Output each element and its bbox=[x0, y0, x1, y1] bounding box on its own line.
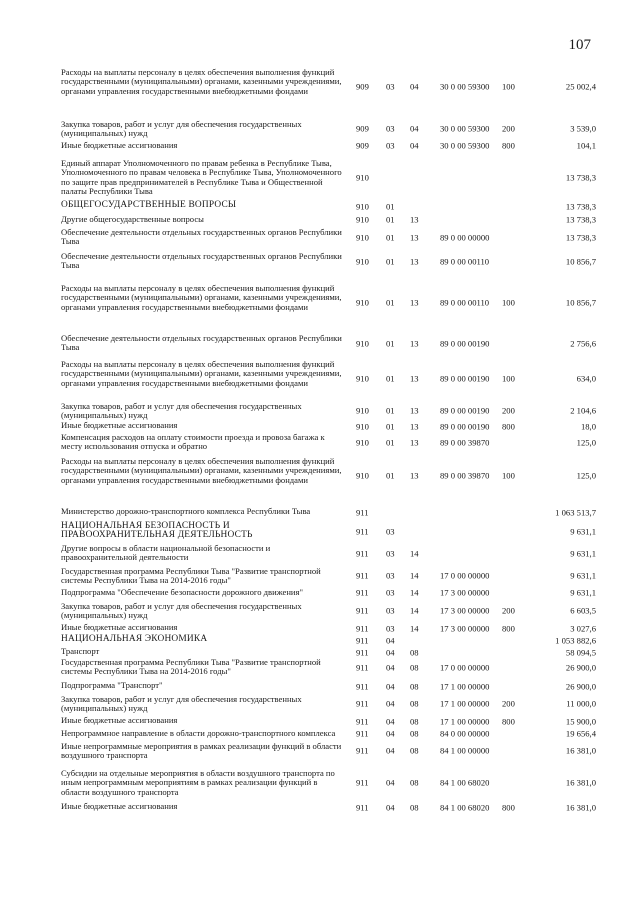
table-row bbox=[0, 522, 640, 542]
target-article-code: 84 1 00 68020 bbox=[440, 801, 490, 812]
subsection-code: 04 bbox=[410, 123, 419, 134]
section-code: 01 bbox=[386, 470, 395, 481]
row-name: Обеспечение деятельности отдельных государственных органов Республики Тыва bbox=[61, 227, 342, 247]
table-row bbox=[0, 457, 640, 495]
amount: 9 631,1 bbox=[570, 548, 596, 559]
ministry-code: 910 bbox=[356, 201, 369, 212]
table-row bbox=[0, 716, 640, 727]
section-code: 03 bbox=[386, 123, 395, 134]
ministry-code: 909 bbox=[356, 123, 369, 134]
table-row bbox=[0, 695, 640, 713]
amount: 13 738,3 bbox=[565, 201, 596, 212]
table-row bbox=[0, 284, 640, 322]
subsection-code: 13 bbox=[410, 373, 419, 384]
subsection-code: 13 bbox=[410, 256, 419, 267]
target-article-code: 89 0 00 39870 bbox=[440, 437, 490, 448]
section-code: 04 bbox=[386, 662, 395, 673]
section-code: 03 bbox=[386, 526, 395, 537]
ministry-code: 911 bbox=[356, 680, 369, 691]
amount: 3 539,0 bbox=[570, 123, 596, 134]
section-code: 03 bbox=[386, 605, 395, 616]
table-row bbox=[0, 402, 640, 420]
target-article-code: 84 1 00 00000 bbox=[440, 745, 490, 756]
ministry-code: 911 bbox=[356, 623, 369, 634]
page-number: 107 bbox=[568, 37, 591, 53]
table-row bbox=[0, 421, 640, 432]
ministry-code: 911 bbox=[356, 605, 369, 616]
amount: 25 002,4 bbox=[565, 81, 596, 92]
amount: 10 856,7 bbox=[565, 297, 596, 308]
amount: 15 900,0 bbox=[565, 715, 596, 726]
expense-type-code: 100 bbox=[502, 470, 515, 481]
section-code: 01 bbox=[386, 437, 395, 448]
target-article-code: 89 0 00 00190 bbox=[440, 420, 490, 431]
ministry-code: 910 bbox=[356, 214, 369, 225]
row-name: Расходы на выплаты персоналу в целях обеспечения выполнения функций государственными (муниципальными) органами, казенными учреждениями, органами управления государственными внебюджетными фондами bbox=[61, 456, 342, 485]
section-code: 03 bbox=[386, 140, 395, 151]
section-code: 03 bbox=[386, 548, 395, 559]
amount: 16 381,0 bbox=[565, 745, 596, 756]
section-code: 01 bbox=[386, 201, 395, 212]
target-article-code: 89 0 00 00190 bbox=[440, 338, 490, 349]
section-code: 04 bbox=[386, 777, 395, 788]
expense-type-code: 100 bbox=[502, 81, 515, 92]
ministry-code: 911 bbox=[356, 662, 369, 673]
section-code: 03 bbox=[386, 587, 395, 598]
ministry-code: 911 bbox=[356, 635, 369, 646]
row-name: НАЦИОНАЛЬНАЯ ЭКОНОМИКА bbox=[61, 634, 208, 644]
row-name: Государственная программа Республики Тыва "Развитие транспортной системы Республики Тыва на 2014-2016 годы" bbox=[61, 657, 321, 677]
table-row bbox=[0, 68, 640, 106]
expense-type-code: 200 bbox=[502, 405, 515, 416]
row-name: Закупка товаров, работ и услуг для обеспечения государственных (муниципальных) нужд bbox=[61, 401, 302, 421]
row-name: Иные бюджетные ассигнования bbox=[61, 622, 178, 632]
target-article-code: 17 3 00 00000 bbox=[440, 587, 490, 598]
table-row bbox=[0, 334, 640, 354]
table-row bbox=[0, 742, 640, 760]
amount: 104,1 bbox=[576, 140, 596, 151]
amount: 16 381,0 bbox=[565, 777, 596, 788]
section-code: 04 bbox=[386, 680, 395, 691]
amount: 9 631,1 bbox=[570, 570, 596, 581]
table-row bbox=[0, 544, 640, 564]
row-name: Иные бюджетные ассигнования bbox=[61, 420, 178, 430]
amount: 16 381,0 bbox=[565, 801, 596, 812]
row-name: Подпрограмма "Транспорт" bbox=[61, 680, 163, 690]
ministry-code: 910 bbox=[356, 297, 369, 308]
section-code: 01 bbox=[386, 373, 395, 384]
subsection-code: 13 bbox=[410, 232, 419, 243]
row-name: Расходы на выплаты персоналу в целях обеспечения выполнения функций государственными (муниципальными) органами, казенными учреждениями, органами управления государственными внебюджетными фондами bbox=[61, 283, 342, 312]
section-code: 04 bbox=[386, 728, 395, 739]
amount: 3 027,6 bbox=[570, 623, 596, 634]
subsection-code: 13 bbox=[410, 437, 419, 448]
subsection-code: 08 bbox=[410, 646, 419, 657]
target-article-code: 89 0 00 00190 bbox=[440, 405, 490, 416]
ministry-code: 909 bbox=[356, 81, 369, 92]
section-code: 04 bbox=[386, 698, 395, 709]
row-name: Министерство дорожно-транспортного комплекса Республики Тыва bbox=[61, 506, 311, 516]
expense-type-code: 800 bbox=[502, 623, 515, 634]
expense-type-code: 200 bbox=[502, 605, 515, 616]
ministry-code: 911 bbox=[356, 745, 369, 756]
section-code: 03 bbox=[386, 623, 395, 634]
ministry-code: 911 bbox=[356, 728, 369, 739]
subsection-code: 08 bbox=[410, 801, 419, 812]
target-article-code: 17 1 00 00000 bbox=[440, 680, 490, 691]
target-article-code: 89 0 00 00000 bbox=[440, 232, 490, 243]
row-name: Субсидии на отдельные мероприятия в области воздушного транспорта по иным непрограммным мероприятиям в рамках реализации функций в области воздушного транспорта bbox=[61, 768, 335, 797]
ministry-code: 910 bbox=[356, 437, 369, 448]
row-name: Расходы на выплаты персоналу в целях обеспечения выполнения функций государственными (муниципальными) органами, казенными учреждениями, органами управления государственными внебюджетными фондами bbox=[61, 67, 342, 96]
ministry-code: 910 bbox=[356, 405, 369, 416]
subsection-code: 14 bbox=[410, 587, 419, 598]
table-row bbox=[0, 658, 640, 678]
table-row bbox=[0, 433, 640, 453]
ministry-code: 910 bbox=[356, 420, 369, 431]
table-row bbox=[0, 769, 640, 797]
amount: 2 104,6 bbox=[570, 405, 596, 416]
subsection-code: 13 bbox=[410, 338, 419, 349]
amount: 13 738,3 bbox=[565, 214, 596, 225]
section-code: 01 bbox=[386, 405, 395, 416]
target-article-code: 17 1 00 00000 bbox=[440, 698, 490, 709]
subsection-code: 04 bbox=[410, 81, 419, 92]
row-name: Иные бюджетные ассигнования bbox=[61, 140, 178, 150]
expense-type-code: 800 bbox=[502, 715, 515, 726]
ministry-code: 910 bbox=[356, 172, 369, 183]
subsection-code: 08 bbox=[410, 777, 419, 788]
subsection-code: 08 bbox=[410, 715, 419, 726]
expense-type-code: 800 bbox=[502, 420, 515, 431]
table-row bbox=[0, 360, 640, 398]
row-name: НАЦИОНАЛЬНАЯ БЕЗОПАСНОСТЬ И ПРАВООХРАНИТЕЛЬНАЯ ДЕЯТЕЛЬНОСТЬ bbox=[61, 521, 253, 541]
row-name: Расходы на выплаты персоналу в целях обеспечения выполнения функций государственными (муниципальными) органами, казенными учреждениями, органами управления государственными внебюджетными фондами bbox=[61, 359, 342, 388]
table-row bbox=[0, 141, 640, 151]
amount: 26 900,0 bbox=[565, 662, 596, 673]
amount: 1 053 882,6 bbox=[555, 635, 596, 646]
subsection-code: 13 bbox=[410, 420, 419, 431]
ministry-code: 911 bbox=[356, 698, 369, 709]
section-code: 03 bbox=[386, 81, 395, 92]
amount: 9 631,1 bbox=[570, 526, 596, 537]
amount: 58 094,5 bbox=[565, 646, 596, 657]
row-name: Иные непрограммные мероприятия в рамках реализации функций в области воздушного транспорта bbox=[61, 741, 342, 761]
section-code: 01 bbox=[386, 338, 395, 349]
budget-table bbox=[0, 68, 640, 813]
row-name: Транспорт bbox=[61, 646, 100, 656]
section-code: 04 bbox=[386, 715, 395, 726]
section-code: 01 bbox=[386, 297, 395, 308]
amount: 125,0 bbox=[576, 437, 596, 448]
expense-type-code: 800 bbox=[502, 140, 515, 151]
table-row bbox=[0, 507, 640, 519]
amount: 2 756,6 bbox=[570, 338, 596, 349]
subsection-code: 14 bbox=[410, 570, 419, 581]
target-article-code: 89 0 00 00110 bbox=[440, 297, 490, 308]
section-code: 01 bbox=[386, 232, 395, 243]
subsection-code: 14 bbox=[410, 605, 419, 616]
row-name: Подпрограмма "Обеспечение безопасности дорожного движения" bbox=[61, 587, 303, 597]
section-code: 03 bbox=[386, 570, 395, 581]
subsection-code: 08 bbox=[410, 728, 419, 739]
subsection-code: 08 bbox=[410, 680, 419, 691]
row-name: Единый аппарат Уполномоченного по правам ребенка в Республике Тыва, Уполномоченного по правам человека в Республике Тыва, Уполномоченного по защите прав предпринимателей в Республике Тыва и Общественной палаты Республики Тыва bbox=[61, 158, 342, 197]
amount: 26 900,0 bbox=[565, 680, 596, 691]
row-name: Государственная программа Республики Тыва "Развитие транспортной системы Республики Тыва на 2014-2016 годы" bbox=[61, 566, 321, 586]
row-name: Закупка товаров, работ и услуг для обеспечения государственных (муниципальных) нужд bbox=[61, 119, 302, 139]
expense-type-code: 800 bbox=[502, 801, 515, 812]
ministry-code: 910 bbox=[356, 470, 369, 481]
ministry-code: 910 bbox=[356, 256, 369, 267]
target-article-code: 84 1 00 68020 bbox=[440, 777, 490, 788]
target-article-code: 89 0 00 00190 bbox=[440, 373, 490, 384]
amount: 1 063 513,7 bbox=[555, 507, 596, 518]
row-name: ОБЩЕГОСУДАРСТВЕННЫЕ ВОПРОСЫ bbox=[61, 200, 237, 210]
target-article-code: 89 0 00 00110 bbox=[440, 256, 490, 267]
ministry-code: 911 bbox=[356, 570, 369, 581]
amount: 9 631,1 bbox=[570, 587, 596, 598]
table-row bbox=[0, 120, 640, 138]
table-row bbox=[0, 602, 640, 620]
row-name: Закупка товаров, работ и услуг для обеспечения государственных (муниципальных) нужд bbox=[61, 601, 302, 621]
amount: 125,0 bbox=[576, 470, 596, 481]
section-code: 01 bbox=[386, 214, 395, 225]
section-code: 04 bbox=[386, 801, 395, 812]
subsection-code: 14 bbox=[410, 623, 419, 634]
ministry-code: 910 bbox=[356, 338, 369, 349]
subsection-code: 13 bbox=[410, 297, 419, 308]
target-article-code: 30 0 00 59300 bbox=[440, 81, 490, 92]
row-name: Закупка товаров, работ и услуг для обеспечения государственных (муниципальных) нужд bbox=[61, 694, 302, 714]
row-name: Другие вопросы в области национальной безопасности и правоохранительной деятельности bbox=[61, 543, 271, 563]
table-row bbox=[0, 681, 640, 692]
subsection-code: 13 bbox=[410, 405, 419, 416]
subsection-code: 14 bbox=[410, 548, 419, 559]
target-article-code: 17 1 00 00000 bbox=[440, 715, 490, 726]
table-row bbox=[0, 729, 640, 739]
row-name: Компенсация расходов на оплату стоимости проезда и провоза багажа к месту использования отпуска и обратно bbox=[61, 432, 325, 452]
section-code: 04 bbox=[386, 635, 395, 646]
amount: 19 656,4 bbox=[565, 728, 596, 739]
subsection-code: 13 bbox=[410, 214, 419, 225]
expense-type-code: 100 bbox=[502, 297, 515, 308]
target-article-code: 17 0 00 00000 bbox=[440, 570, 490, 581]
subsection-code: 08 bbox=[410, 745, 419, 756]
section-code: 04 bbox=[386, 646, 395, 657]
target-article-code: 17 3 00 00000 bbox=[440, 623, 490, 634]
ministry-code: 909 bbox=[356, 140, 369, 151]
amount: 6 603,5 bbox=[570, 605, 596, 616]
ministry-code: 911 bbox=[356, 715, 369, 726]
row-name: Обеспечение деятельности отдельных государственных органов Республики Тыва bbox=[61, 333, 342, 353]
ministry-code: 911 bbox=[356, 548, 369, 559]
subsection-code: 13 bbox=[410, 470, 419, 481]
section-code: 01 bbox=[386, 256, 395, 267]
table-row bbox=[0, 802, 640, 813]
amount: 11 000,0 bbox=[566, 698, 596, 709]
table-row bbox=[0, 567, 640, 585]
target-article-code: 84 0 00 00000 bbox=[440, 728, 490, 739]
expense-type-code: 100 bbox=[502, 373, 515, 384]
table-row bbox=[0, 252, 640, 272]
ministry-code: 911 bbox=[356, 587, 369, 598]
table-row bbox=[0, 215, 640, 225]
table-row bbox=[0, 228, 640, 248]
target-article-code: 30 0 00 59300 bbox=[440, 123, 490, 134]
subsection-code: 04 bbox=[410, 140, 419, 151]
subsection-code: 08 bbox=[410, 662, 419, 673]
expense-type-code: 200 bbox=[502, 698, 515, 709]
target-article-code: 89 0 00 39870 bbox=[440, 470, 490, 481]
section-code: 01 bbox=[386, 420, 395, 431]
row-name: Другие общегосударственные вопросы bbox=[61, 214, 204, 224]
row-name: Иные бюджетные ассигнования bbox=[61, 715, 178, 725]
target-article-code: 17 3 00 00000 bbox=[440, 605, 490, 616]
table-row bbox=[0, 201, 640, 213]
amount: 634,0 bbox=[576, 373, 596, 384]
ministry-code: 911 bbox=[356, 777, 369, 788]
section-code: 04 bbox=[386, 745, 395, 756]
ministry-code: 911 bbox=[356, 646, 369, 657]
amount: 18,0 bbox=[580, 420, 596, 431]
ministry-code: 911 bbox=[356, 801, 369, 812]
expense-type-code: 200 bbox=[502, 123, 515, 134]
target-article-code: 30 0 00 59300 bbox=[440, 140, 490, 151]
ministry-code: 911 bbox=[356, 507, 369, 518]
amount: 13 738,3 bbox=[565, 172, 596, 183]
subsection-code: 08 bbox=[410, 698, 419, 709]
amount: 13 738,3 bbox=[565, 232, 596, 243]
ministry-code: 910 bbox=[356, 232, 369, 243]
amount: 10 856,7 bbox=[565, 256, 596, 267]
target-article-code: 17 0 00 00000 bbox=[440, 662, 490, 673]
table-row bbox=[0, 159, 640, 197]
ministry-code: 910 bbox=[356, 373, 369, 384]
row-name: Обеспечение деятельности отдельных государственных органов Республики Тыва bbox=[61, 251, 342, 271]
ministry-code: 911 bbox=[356, 526, 369, 537]
row-name: Иные бюджетные ассигнования bbox=[61, 801, 178, 811]
table-row bbox=[0, 588, 640, 598]
row-name: Непрограммное направление в области дорожно-транспортного комплекса bbox=[61, 728, 336, 738]
